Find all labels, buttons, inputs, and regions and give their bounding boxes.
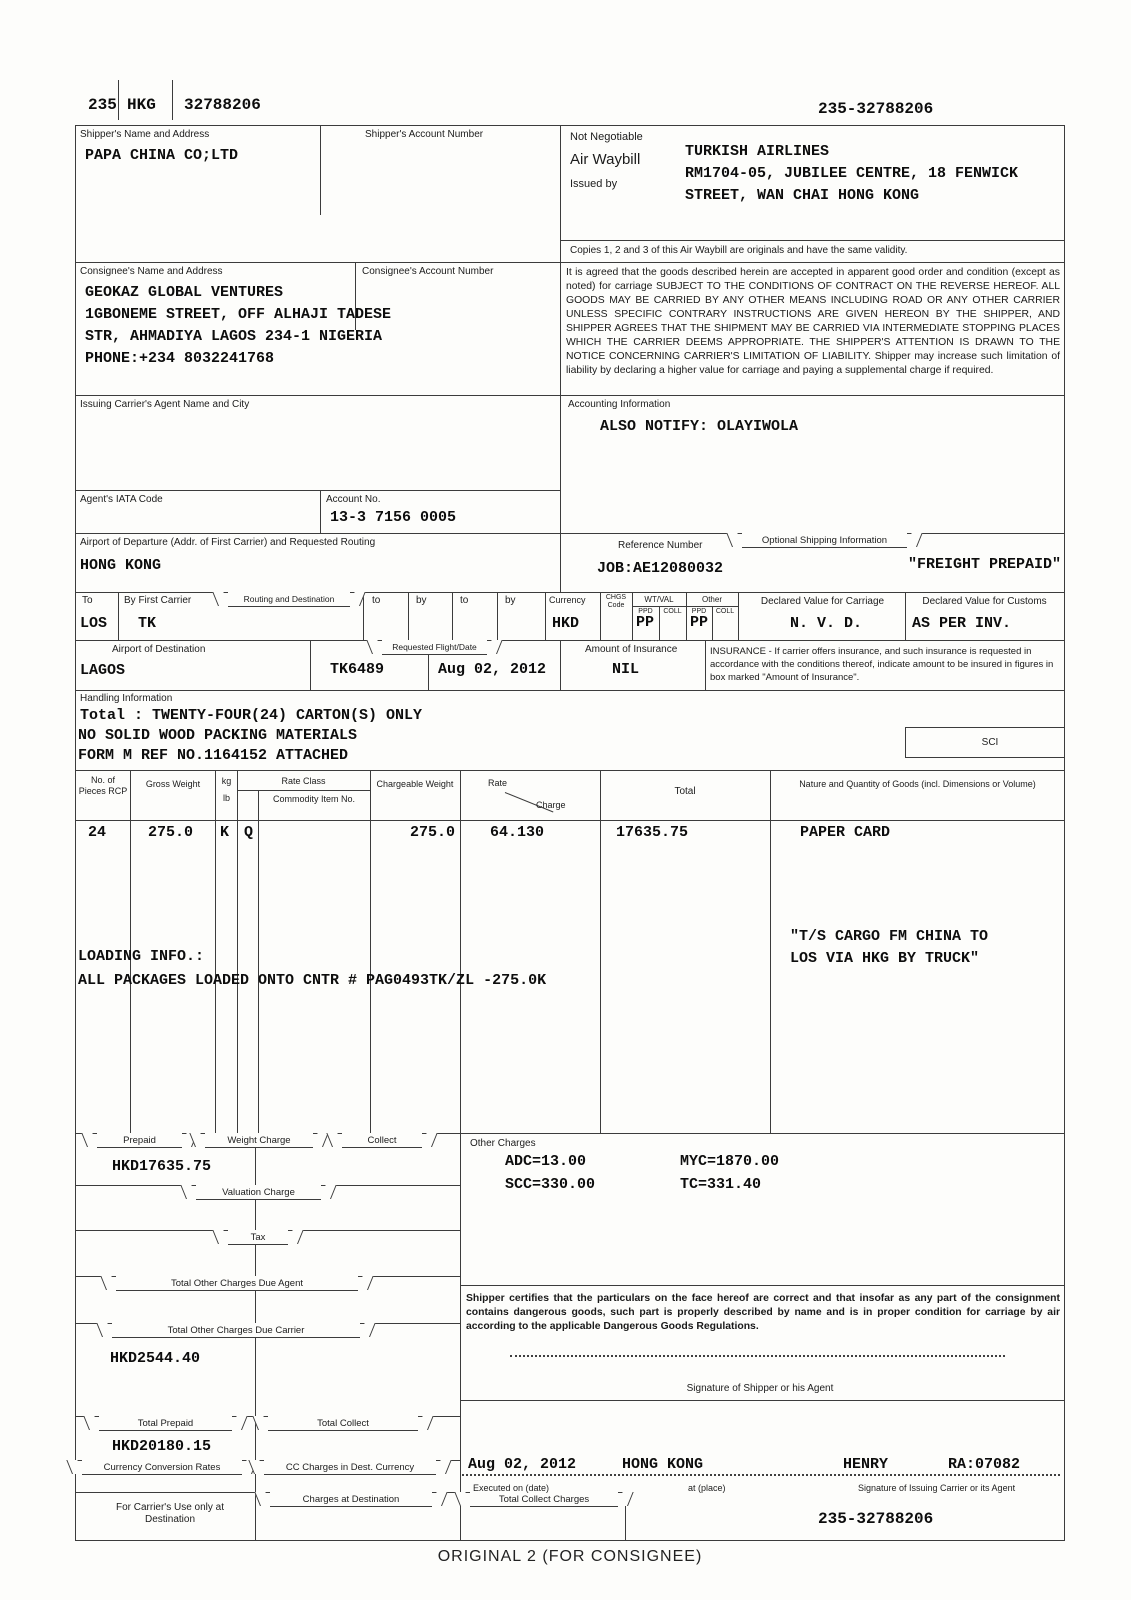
copies-note: Copies 1, 2 and 3 of this Air Waybill are originals and have the same validity.	[570, 245, 908, 256]
consignee-account-label: Consignee's Account Number	[362, 266, 494, 277]
total-collect-label: Total Collect	[268, 1416, 418, 1431]
chargeable-weight-header: Chargeable Weight	[376, 779, 454, 789]
carrier-signature-value: HENRY	[843, 1456, 889, 1473]
grid-line	[545, 592, 546, 640]
account-no-label: Account No.	[326, 494, 381, 505]
grid-line	[905, 727, 1064, 728]
chgs-code-label: CHGS Code	[605, 594, 627, 609]
not-negotiable-label: Not Negotiable	[570, 131, 643, 143]
weight-charge-label: Weight Charge	[205, 1133, 313, 1148]
collect-label: Collect	[342, 1133, 422, 1148]
grid-line	[905, 727, 906, 757]
grid-line	[460, 770, 461, 1133]
executed-place-value: HONG KONG	[622, 1456, 704, 1473]
commodity-header: Commodity Item No.	[272, 794, 356, 804]
conditions-of-contract-text: It is agreed that the goods described herein are accepted in apparent good order and condition (except as noted) for carriage SUBJECT TO THE CONDITIONS OF CONTRACT ON THE REVERSE HEREOF. ALL GOODS MAY BE CARRIED BY ANY OTHER MEANS INCLUDING ROAD OR ANY OTHER CARRIER UNLESS SPECIFIC CONTRARY INSTRUCTIONS ARE GIVEN HEREON BY THE SHIPPER, AND SHIPPER AGREES THAT THE SHIPMENT MAY BE CARRIED VIA INTERMEDIATE STOPPING PLACES WHICH THE CARRIER DEEMS APPROPRIATE. THE SHIPPER'S ATTENTION IS DRAWN TO THE NOTICE CONCERNING CARRIER'S LIMITATION OF LIABILITY. Shipper may increase such limitation of liability by declaring a higher value for carriage and paying a supplemental charge if required.	[566, 267, 1060, 376]
departure-label: Airport of Departure (Addr. of First Carrier) and Requested Routing	[80, 537, 376, 548]
other-label: Other	[701, 595, 722, 604]
wtval-ppd-value: PP	[636, 614, 655, 631]
rate-class-header: Rate Class	[281, 776, 326, 786]
grid-line	[75, 690, 1065, 691]
grid-line	[75, 770, 1065, 771]
charge-header: Charge	[536, 800, 566, 810]
by-first-carrier-label: By First Carrier	[124, 595, 192, 606]
weight-charge-value: HKD17635.75	[112, 1158, 212, 1175]
amount-insurance-label: Amount of Insurance	[585, 644, 678, 655]
grid-line	[497, 592, 498, 640]
carrier-address-line1: RM1704-05, JUBILEE CENTRE, 18 FENWICK	[685, 165, 1019, 182]
other-charge-tc: TC=331.40	[680, 1176, 762, 1193]
first-carrier-value: TK	[138, 615, 157, 632]
due-carrier-value: HKD2544.40	[110, 1350, 201, 1367]
awb-number-top: 235-32788206	[818, 100, 934, 118]
grid-line	[118, 80, 119, 120]
rate-class-value: Q	[244, 824, 254, 841]
freight-prepaid-value: "FREIGHT PREPAID"	[908, 556, 1062, 573]
weight-unit-value: K	[220, 824, 230, 841]
carrier-signature-label: Signature of Issuing Carrier or its Agent	[858, 1483, 1016, 1493]
requested-flight-date-label: Requested Flight/Date	[382, 640, 487, 655]
carrier-name-value: TURKISH AIRLINES	[685, 143, 830, 160]
accounting-information-value: ALSO NOTIFY: OLAYIWOLA	[600, 418, 799, 435]
other-charge-myc: MYC=1870.00	[680, 1153, 780, 1170]
tax-label: Tax	[228, 1230, 288, 1245]
air-waybill-label: Air Waybill	[570, 151, 641, 168]
by2-label: by	[505, 595, 516, 606]
awb-serial: 32788206	[184, 96, 261, 114]
nature-goods-value: PAPER CARD	[800, 824, 891, 841]
to-value: LOS	[80, 615, 108, 632]
loading-info-line2: ALL PACKAGES LOADED ONTO CNTR # PAG0493TK/ZL -275.0K	[78, 972, 547, 989]
accounting-information-label: Accounting Information	[568, 399, 671, 410]
insurance-note: INSURANCE - If carrier offers insurance, and such insurance is requested in accordance with the conditions thereof, indicate amount to be insured in figures in box marked "Amount of Insurance".	[710, 646, 1054, 683]
total-header: Total	[674, 786, 696, 797]
handling-line2: NO SOLID WOOD PACKING MATERIALS	[78, 727, 358, 744]
original-copy-note: ORIGINAL 2 (FOR CONSIGNEE)	[437, 1548, 703, 1565]
total-value: 17635.75	[616, 824, 689, 841]
gross-weight-value: 275.0	[148, 824, 194, 841]
due-carrier-label: Total Other Charges Due Carrier	[112, 1323, 360, 1338]
airport-destination-label: Airport of Destination	[112, 644, 206, 655]
consignee-line1: GEOKAZ GLOBAL VENTURES	[85, 284, 284, 301]
executed-place-label: at (place)	[688, 1483, 726, 1493]
grid-line	[1064, 125, 1065, 1540]
wtval-label: WT/VAL	[644, 595, 674, 604]
carrier-use-label: For Carrier's Use only at Destination	[115, 1502, 225, 1525]
agent-name-label: Issuing Carrier's Agent Name and City	[80, 399, 250, 410]
by1-label: by	[416, 595, 427, 606]
shipper-signature-line	[510, 1355, 1005, 1357]
currency-label: Currency	[549, 595, 586, 605]
due-agent-label: Total Other Charges Due Agent	[116, 1276, 358, 1291]
consignee-name-label: Consignee's Name and Address	[80, 266, 223, 277]
grid-line	[460, 1133, 461, 1540]
total-prepaid-value: HKD20180.15	[112, 1438, 212, 1455]
grid-line	[258, 790, 259, 1133]
grid-line	[75, 125, 1065, 126]
loading-info-line1: LOADING INFO.:	[78, 948, 205, 965]
issued-by-label: Issued by	[570, 178, 618, 190]
grid-line	[75, 490, 560, 491]
other-ppd-value: PP	[690, 614, 709, 631]
grid-line	[75, 820, 1065, 821]
grid-line	[905, 757, 1064, 758]
consignee-line4: PHONE:+234 8032241768	[85, 350, 275, 367]
ts-cargo-note-line1: "T/S CARGO FM CHINA TO	[790, 928, 989, 945]
grid-line	[75, 1540, 1065, 1541]
cc-charges-label: CC Charges in Dest. Currency	[264, 1460, 436, 1475]
airport-destination-value: LAGOS	[80, 662, 126, 679]
sci-label: SCI	[981, 737, 999, 748]
wtval-coll-label: COLL	[663, 608, 682, 615]
declared-value-customs-value: AS PER INV.	[912, 615, 1012, 632]
other-charge-adc: ADC=13.00	[505, 1153, 587, 1170]
declared-value-carriage-label: Declared Value for Carriage	[760, 596, 885, 607]
executed-date-label: Executed on (date)	[473, 1483, 550, 1493]
grid-line	[320, 125, 321, 215]
shipper-name-label: Shipper's Name and Address	[80, 129, 210, 140]
reference-number-label: Reference Number	[618, 540, 703, 551]
chargeable-weight-value: 275.0	[410, 824, 456, 841]
handling-line3: FORM M REF NO.1164152 ATTACHED	[78, 747, 349, 764]
executed-date-value: Aug 02, 2012	[468, 1456, 577, 1473]
shipper-account-label: Shipper's Account Number	[365, 129, 484, 140]
grid-line	[460, 1285, 1065, 1286]
grid-line	[770, 770, 771, 1133]
currency-value: HKD	[552, 615, 580, 632]
to2-label: to	[372, 595, 381, 606]
handling-line1: Total : TWENTY-FOUR(24) CARTON(S) ONLY	[80, 707, 423, 724]
grid-line	[215, 770, 216, 1133]
shipper-signature-label: Signature of Shipper or his Agent	[686, 1383, 834, 1394]
grid-line	[905, 592, 906, 640]
grid-line	[370, 770, 371, 1133]
awb-number-bottom: 235-32788206	[818, 1510, 934, 1528]
grid-line	[632, 606, 738, 607]
grid-line	[560, 125, 561, 592]
agent-iata-label: Agent's IATA Code	[80, 494, 163, 505]
other-ppd-label: PPD	[691, 608, 707, 615]
awb-origin: HKG	[127, 96, 156, 114]
reference-number-value: JOB:AE12080032	[597, 560, 724, 577]
grid-line	[237, 790, 370, 791]
routing-destination-label: Routing and Destination	[228, 592, 350, 607]
to-label: To	[82, 595, 93, 606]
carrier-address-line2: STREET, WAN CHAI HONG KONG	[685, 187, 920, 204]
grid-line	[705, 640, 706, 690]
wtval-ppd-label: PPD	[638, 608, 653, 615]
execution-signature-line	[462, 1474, 1060, 1476]
grid-line	[560, 640, 561, 690]
handling-information-label: Handling Information	[80, 693, 173, 704]
lb-header: lb	[222, 793, 230, 803]
charges-destination-label: Charges at Destination	[270, 1492, 432, 1507]
grid-line	[75, 125, 76, 1540]
grid-line	[320, 490, 321, 533]
carrier-ra-value: RA:07082	[948, 1456, 1021, 1473]
grid-line	[460, 1400, 1065, 1401]
grid-line	[600, 770, 601, 1133]
kg-header: kg	[221, 776, 232, 786]
grid-line	[738, 592, 739, 640]
other-coll-label: COLL	[715, 608, 735, 615]
total-prepaid-label: Total Prepaid	[99, 1416, 232, 1431]
pieces-value: 24	[88, 824, 107, 841]
grid-line	[75, 395, 1065, 396]
rate-header: Rate	[488, 778, 508, 788]
flight-date-value: Aug 02, 2012	[438, 661, 547, 678]
nature-goods-header: Nature and Quantity of Goods (incl. Dimensions or Volume)	[799, 779, 1036, 789]
total-collect-charges-label: Total Collect Charges	[470, 1492, 618, 1507]
grid-line	[452, 592, 453, 640]
shipper-name-value: PAPA CHINA CO;LTD	[85, 147, 239, 164]
grid-line	[408, 592, 409, 640]
consignee-line3: STR, AHMADIYA LAGOS 234-1 NIGERIA	[85, 328, 383, 345]
other-charges-label: Other Charges	[470, 1138, 536, 1149]
grid-line	[75, 640, 1065, 641]
grid-line	[237, 770, 238, 1133]
valuation-charge-label: Valuation Charge	[196, 1185, 321, 1200]
shipper-certification-text: Shipper certifies that the particulars on the face hereof are correct and that insofar as any part of the consignment contains dangerous goods, such part is properly described by name and is in proper condition for carriage by air according to the applicable Dangerous Goods Regulations.	[466, 1293, 1060, 1332]
to3-label: to	[460, 595, 469, 606]
departure-value: HONG KONG	[80, 557, 162, 574]
declared-value-customs-label: Declared Value for Customs	[922, 596, 1047, 607]
amount-insurance-value: NIL	[612, 661, 640, 678]
awb-prefix: 235	[88, 96, 117, 114]
grid-line	[172, 80, 173, 120]
grid-line	[560, 240, 1065, 241]
flight-number-value: TK6489	[330, 661, 385, 678]
grid-line	[75, 262, 1065, 263]
grid-line	[363, 592, 364, 640]
ts-cargo-note-line2: LOS VIA HKG BY TRUCK"	[790, 950, 980, 967]
consignee-line2: 1GBONEME STREET, OFF ALHAJI TADESE	[85, 306, 392, 323]
account-no-value: 13-3 7156 0005	[330, 509, 457, 526]
declared-value-carriage-value: N. V. D.	[790, 615, 863, 632]
other-charge-scc: SCC=330.00	[505, 1176, 596, 1193]
currency-conversion-label: Currency Conversion Rates	[82, 1460, 242, 1475]
grid-line	[118, 592, 119, 640]
optional-shipping-info-label: Optional Shipping Information	[742, 533, 907, 548]
rate-value: 64.130	[490, 824, 545, 841]
prepaid-label: Prepaid	[97, 1133, 182, 1148]
gross-weight-header: Gross Weight	[145, 779, 201, 789]
pieces-header: No. of Pieces RCP	[78, 775, 128, 796]
grid-line	[310, 640, 311, 690]
